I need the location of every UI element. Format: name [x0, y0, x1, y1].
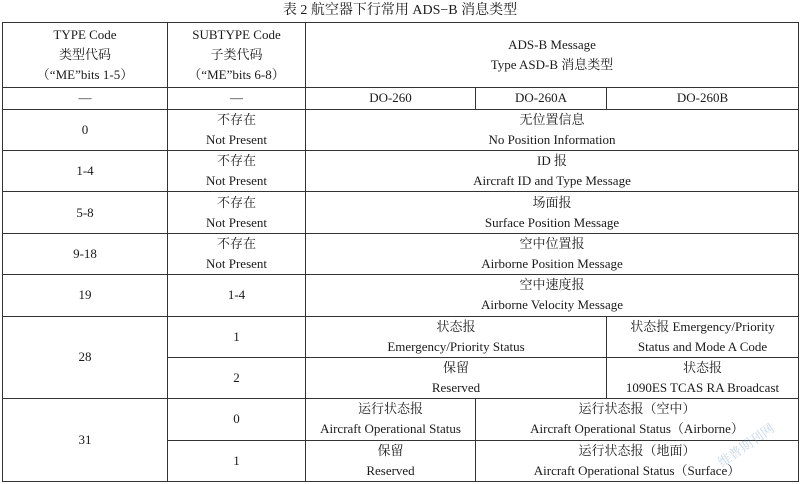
message-cell: 无位置信息 No Position Information: [306, 109, 799, 150]
subtype-code-cell: 2: [168, 357, 306, 398]
table-caption: 表 2 航空器下行常用 ADS−B 消息类型: [282, 3, 518, 18]
table-row: [3, 233, 799, 274]
table-row: [3, 316, 799, 357]
message-cell: 空中速度报 Airborne Velocity Message: [306, 275, 799, 316]
message-cell-do260a-b: 运行状态报（地面） Aircraft Operational Status（Surface）: [476, 440, 799, 481]
message-cell-do260b: 状态报 Emergency/Priority Status and Mode A Code: [607, 316, 799, 357]
message-cell-do260: 保留 Reserved: [306, 440, 476, 481]
type-code-cell: 31: [3, 399, 168, 482]
subtype-code-cell: 1: [168, 316, 306, 357]
table-row: [3, 109, 799, 150]
message-cell-do260a-b: 运行状态报（空中） Aircraft Operational Status（Airborne）: [476, 399, 799, 440]
table-row: [3, 399, 799, 440]
type-code-cell: 1-4: [3, 151, 168, 192]
message-cell: 保留 Reserved: [306, 357, 607, 398]
subtype-code-cell: 不存在 Not Present: [168, 151, 306, 192]
type-code-cell: 5-8: [3, 192, 168, 233]
subtype-code-cell: 1: [168, 440, 306, 481]
type-dash-cell: —: [3, 87, 168, 109]
message-type-header: ADS-B Message Type ASD-B 消息类型: [306, 23, 799, 88]
watermark: 维普期刊网: [715, 421, 778, 471]
version-do260: DO-260: [306, 87, 476, 109]
subtype-code-cell: 1-4: [168, 275, 306, 316]
version-row: [3, 87, 799, 109]
table-row: [3, 192, 799, 233]
subtype-code-cell: 不存在 Not Present: [168, 192, 306, 233]
subtype-code-header: SUBTYPE Code 子类代码 （“ME”bits 6-8）: [168, 23, 306, 88]
type-code-header: TYPE Code 类型代码 （“ME”bits 1-5）: [3, 23, 168, 88]
type-code-cell: 28: [3, 316, 168, 399]
subtype-dash-cell: —: [168, 87, 306, 109]
message-cell: 场面报 Surface Position Message: [306, 192, 799, 233]
message-cell: 状态报 Emergency/Priority Status: [306, 316, 607, 357]
type-code-cell: 19: [3, 275, 168, 316]
version-do260b: DO-260B: [607, 87, 799, 109]
subtype-code-cell: 不存在 Not Present: [168, 109, 306, 150]
subtype-code-cell: 0: [168, 399, 306, 440]
type-code-cell: 9-18: [3, 233, 168, 274]
table-row: [3, 151, 799, 192]
header-row: [3, 23, 799, 88]
version-do260a: DO-260A: [476, 87, 607, 109]
message-cell: 空中位置报 Airborne Position Message: [306, 233, 799, 274]
ads-b-message-types-table: [2, 22, 799, 482]
type-code-cell: 0: [3, 109, 168, 150]
subtype-code-cell: 不存在 Not Present: [168, 233, 306, 274]
message-cell-do260: 运行状态报 Aircraft Operational Status: [306, 399, 476, 440]
message-cell-do260b: 状态报 1090ES TCAS RA Broadcast: [607, 357, 799, 398]
message-cell: ID 报 Aircraft ID and Type Message: [306, 151, 799, 192]
table-row: [3, 275, 799, 316]
